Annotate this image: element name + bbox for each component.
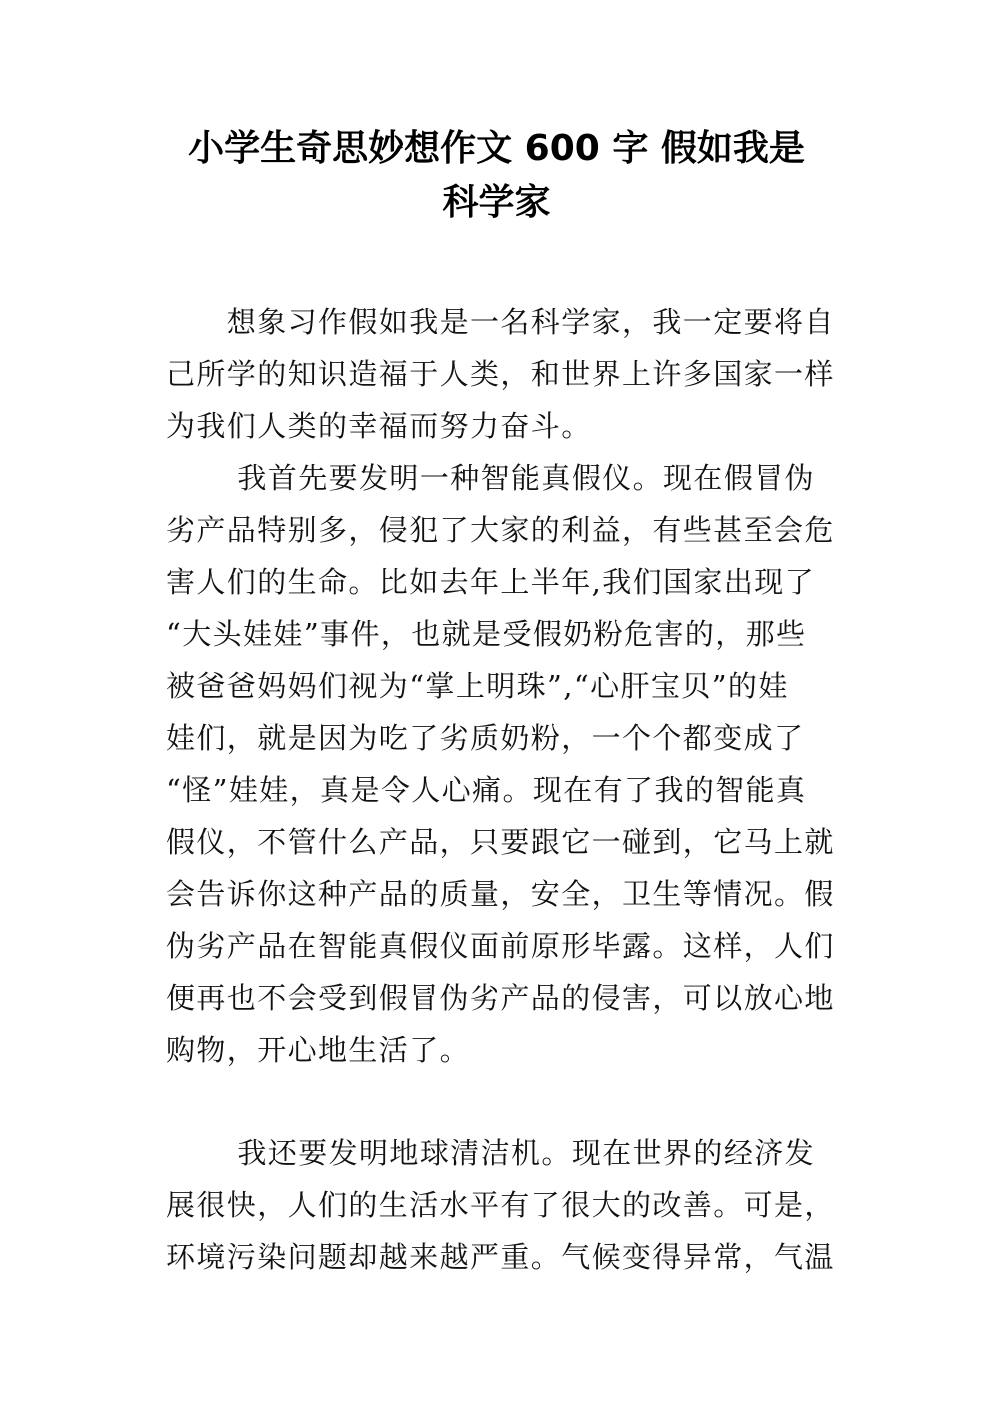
text-line: 娃们，就是因为吃了劣质奶粉，一个个都变成了 (166, 721, 805, 755)
text-line: 我首先要发明一种智能真假仪。现在假冒伪 (166, 461, 816, 495)
text-line: 想象习作假如我是一名科学家，我一定要将自 (166, 305, 835, 339)
document-title (120, 122, 873, 230)
text-line: 劣产品特别多，侵犯了大家的利益，有些甚至会危 (166, 513, 835, 547)
text-line: 我还要发明地球清洁机。现在世界的经济发 (166, 1136, 816, 1170)
title-line-1: 小学生奇思妙想作文 600 字 假如我是 (188, 128, 805, 169)
text-line: 假仪，不管什么产品，只要跟它一碰到，它马上就 (166, 825, 835, 859)
text-line: 己所学的知识造福于人类，和世界上许多国家一样 (166, 357, 835, 391)
text-line: “怪”娃娃，真是令人心痛。现在有了我的智能真 (166, 773, 807, 807)
text-line: 害人们的生命。比如去年上半年,我们国家出现了 (166, 565, 816, 599)
text-line: 被爸爸妈妈们视为“掌上明珠”,“心肝宝贝”的娃 (166, 669, 789, 703)
text-line: 便再也不会受到假冒伪劣产品的侵害，可以放心地 (166, 981, 835, 1015)
text-line: 伪劣产品在智能真假仪面前原形毕露。这样，人们 (166, 929, 835, 963)
text-line: 为我们人类的幸福而努力奋斗。 (166, 409, 592, 443)
text-line: “大头娃娃”事件，也就是受假奶粉危害的，那些 (166, 617, 807, 651)
title-line-2: 科学家 (442, 182, 551, 223)
text-line: 购物，开心地生活了。 (166, 1033, 471, 1067)
text-line: 会告诉你这种产品的质量，安全，卫生等情况。假 (166, 877, 835, 911)
text-line: 环境污染问题却越来越严重。气候变得异常，气温 (166, 1240, 835, 1274)
text-line: 展很快，人们的生活水平有了很大的改善。可是， (166, 1188, 835, 1222)
